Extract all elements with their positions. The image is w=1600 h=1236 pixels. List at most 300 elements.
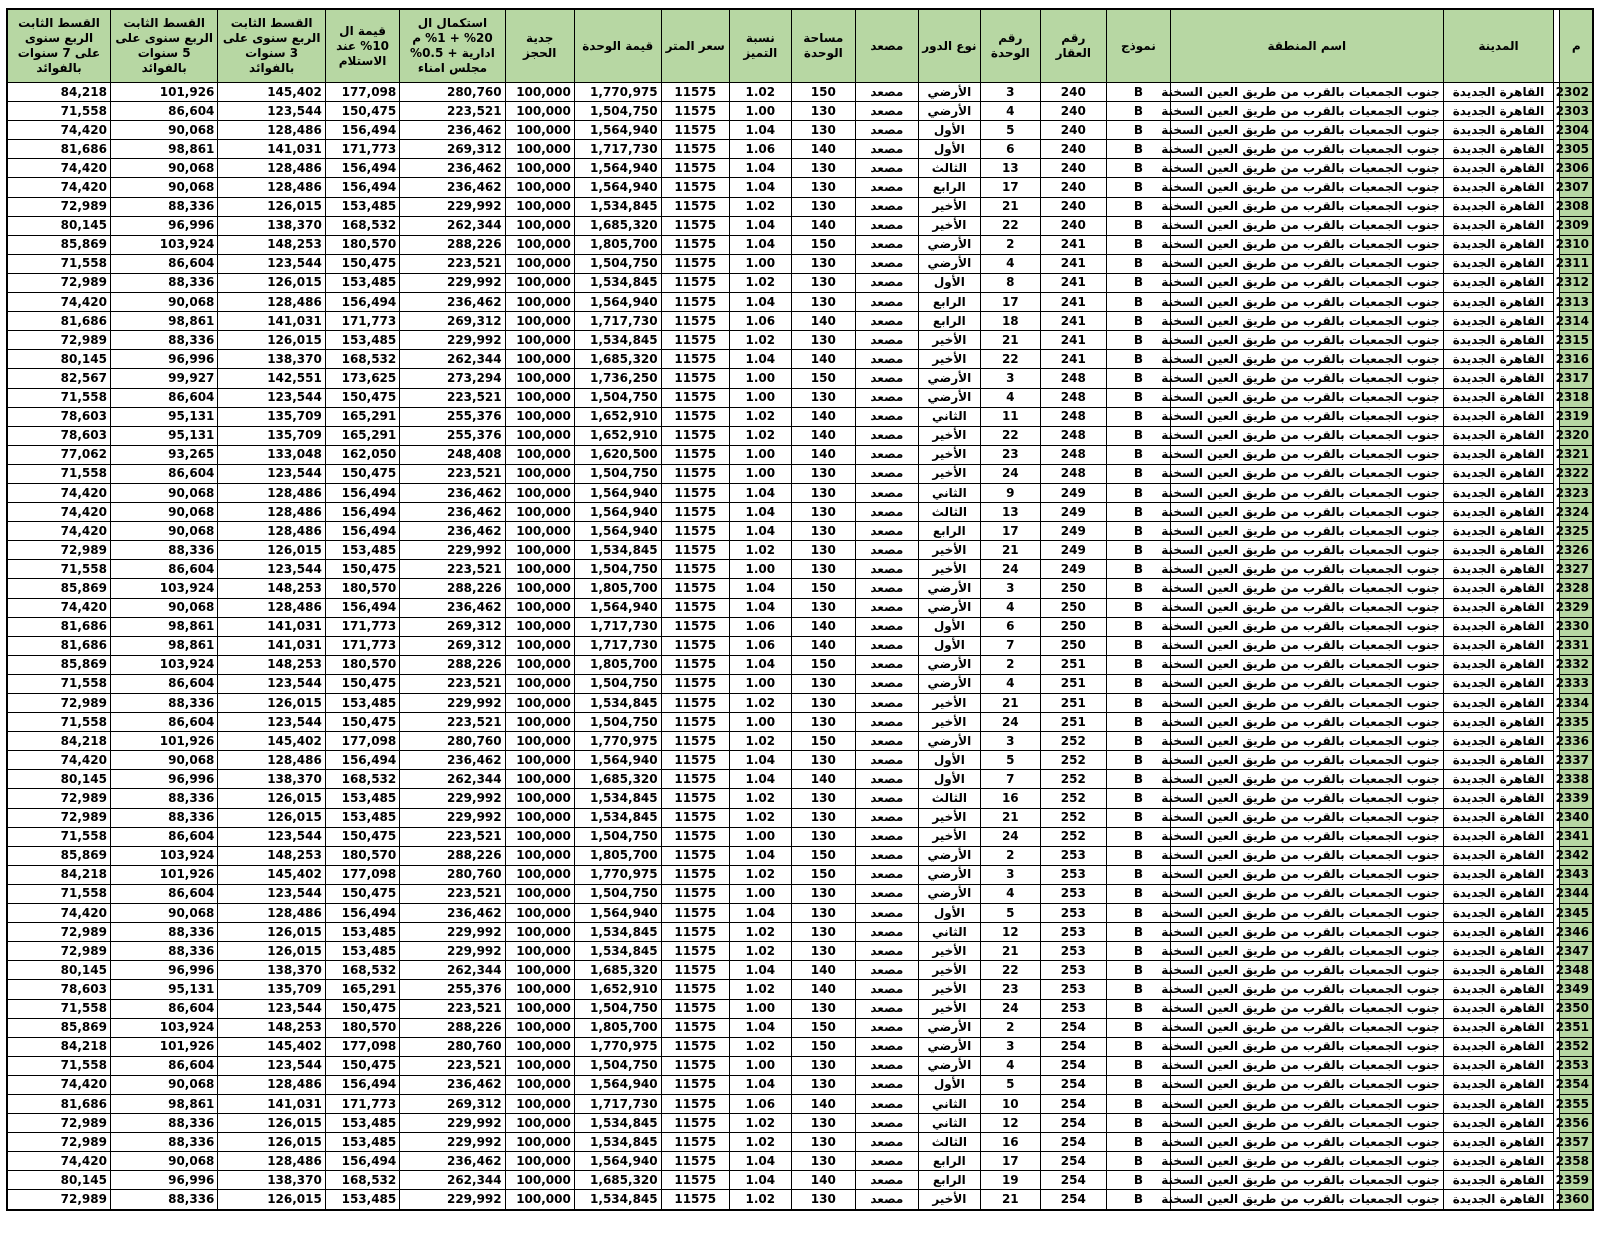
cell-region: جنوب الجمعيات بالقرب من طريق العين السخنة bbox=[1170, 483, 1443, 502]
cell-booking: 100,000 bbox=[505, 751, 574, 770]
cell-region: جنوب الجمعيات بالقرب من طريق العين السخنة bbox=[1170, 636, 1443, 655]
cell-model: B bbox=[1106, 598, 1170, 617]
cell-area: 140 bbox=[791, 312, 855, 331]
cell-plot: 240 bbox=[1040, 121, 1106, 140]
cell-city: القاهرة الجديدة bbox=[1443, 445, 1554, 464]
cell-unit: 19 bbox=[980, 1171, 1040, 1190]
cell-floor: الأول bbox=[918, 636, 980, 655]
cell-unit: 22 bbox=[980, 216, 1040, 235]
cell-region: جنوب الجمعيات بالقرب من طريق العين السخنة bbox=[1170, 1056, 1443, 1075]
cell-model: B bbox=[1106, 388, 1170, 407]
cell-elevator: مصعد bbox=[855, 273, 918, 292]
cell-handover: 177,098 bbox=[325, 83, 399, 102]
table-row bbox=[7, 942, 1593, 961]
cell-area: 140 bbox=[791, 617, 855, 636]
cell-floor: الأخير bbox=[918, 1190, 980, 1210]
cell-unit: 21 bbox=[980, 541, 1040, 560]
cell-elevator: مصعد bbox=[855, 1018, 918, 1037]
cell-model: B bbox=[1106, 216, 1170, 235]
col-header-installment-3y: القسط الثابت الربع سنوى على 3 سنوات بالفوائد bbox=[218, 9, 325, 83]
cell-serial: 2338 bbox=[1560, 770, 1593, 789]
cell-installment-3y: 123,544 bbox=[218, 713, 325, 732]
cell-installment-7y: 74,420 bbox=[7, 121, 110, 140]
cell-serial: 2319 bbox=[1560, 407, 1593, 426]
cell-elevator: مصعد bbox=[855, 694, 918, 713]
cell-installment-5y: 101,926 bbox=[110, 865, 217, 884]
cell-floor: الثاني bbox=[918, 407, 980, 426]
table-body bbox=[7, 83, 1593, 1210]
cell-price-m2: 11575 bbox=[661, 102, 729, 121]
cell-handover: 173,625 bbox=[325, 369, 399, 388]
cell-completion: 262,344 bbox=[400, 216, 505, 235]
cell-premium: 1.02 bbox=[729, 541, 791, 560]
table-row bbox=[7, 178, 1593, 197]
cell-unit-value: 1,504,750 bbox=[574, 388, 661, 407]
cell-model: B bbox=[1106, 560, 1170, 579]
cell-unit-value: 1,717,730 bbox=[574, 312, 661, 331]
cell-premium: 1.00 bbox=[729, 999, 791, 1018]
cell-unit: 21 bbox=[980, 808, 1040, 827]
cell-booking: 100,000 bbox=[505, 445, 574, 464]
cell-city: القاهرة الجديدة bbox=[1443, 331, 1554, 350]
cell-elevator: مصعد bbox=[855, 598, 918, 617]
cell-elevator: مصعد bbox=[855, 1114, 918, 1133]
cell-plot: 241 bbox=[1040, 350, 1106, 369]
cell-floor: الأرضي bbox=[918, 846, 980, 865]
cell-completion: 229,992 bbox=[400, 331, 505, 350]
cell-floor: الرابع bbox=[918, 178, 980, 197]
cell-installment-3y: 123,544 bbox=[218, 1056, 325, 1075]
cell-serial: 2328 bbox=[1560, 579, 1593, 598]
cell-area: 130 bbox=[791, 598, 855, 617]
cell-installment-5y: 88,336 bbox=[110, 789, 217, 808]
cell-unit: 10 bbox=[980, 1094, 1040, 1113]
cell-unit-value: 1,564,940 bbox=[574, 159, 661, 178]
cell-handover: 177,098 bbox=[325, 732, 399, 751]
cell-booking: 100,000 bbox=[505, 293, 574, 312]
cell-handover: 153,485 bbox=[325, 331, 399, 350]
cell-elevator: مصعد bbox=[855, 388, 918, 407]
cell-price-m2: 11575 bbox=[661, 197, 729, 216]
cell-city: القاهرة الجديدة bbox=[1443, 426, 1554, 445]
cell-installment-5y: 95,131 bbox=[110, 980, 217, 999]
cell-area: 150 bbox=[791, 579, 855, 598]
cell-region: جنوب الجمعيات بالقرب من طريق العين السخنة bbox=[1170, 426, 1443, 445]
cell-unit-value: 1,534,845 bbox=[574, 541, 661, 560]
cell-completion: 229,992 bbox=[400, 942, 505, 961]
cell-handover: 156,494 bbox=[325, 751, 399, 770]
col-header-installment-7y: القسط الثابت الربع سنوى على 7 سنوات بالفوائد bbox=[7, 9, 110, 83]
cell-handover: 150,475 bbox=[325, 884, 399, 903]
cell-premium: 1.02 bbox=[729, 789, 791, 808]
cell-elevator: مصعد bbox=[855, 445, 918, 464]
cell-region: جنوب الجمعيات بالقرب من طريق العين السخنة bbox=[1170, 884, 1443, 903]
cell-booking: 100,000 bbox=[505, 770, 574, 789]
cell-installment-7y: 74,420 bbox=[7, 598, 110, 617]
cell-handover: 153,485 bbox=[325, 694, 399, 713]
cell-premium: 1.02 bbox=[729, 694, 791, 713]
cell-unit-value: 1,564,940 bbox=[574, 503, 661, 522]
cell-model: B bbox=[1106, 312, 1170, 331]
cell-plot: 251 bbox=[1040, 674, 1106, 693]
cell-completion: 262,344 bbox=[400, 770, 505, 789]
cell-floor: الأول bbox=[918, 770, 980, 789]
cell-premium: 1.00 bbox=[729, 827, 791, 846]
cell-installment-5y: 98,861 bbox=[110, 312, 217, 331]
cell-completion: 236,462 bbox=[400, 483, 505, 502]
cell-installment-7y: 72,989 bbox=[7, 1190, 110, 1210]
cell-area: 130 bbox=[791, 1190, 855, 1210]
cell-floor: الثاني bbox=[918, 923, 980, 942]
cell-completion: 288,226 bbox=[400, 655, 505, 674]
cell-installment-3y: 141,031 bbox=[218, 140, 325, 159]
cell-unit-value: 1,564,940 bbox=[574, 121, 661, 140]
cell-premium: 1.06 bbox=[729, 140, 791, 159]
cell-handover: 180,570 bbox=[325, 235, 399, 254]
cell-completion: 229,992 bbox=[400, 808, 505, 827]
cell-booking: 100,000 bbox=[505, 999, 574, 1018]
cell-installment-5y: 90,068 bbox=[110, 1152, 217, 1171]
cell-city: القاهرة الجديدة bbox=[1443, 1094, 1554, 1113]
cell-premium: 1.04 bbox=[729, 598, 791, 617]
cell-unit-value: 1,534,845 bbox=[574, 923, 661, 942]
cell-installment-5y: 99,927 bbox=[110, 369, 217, 388]
cell-city: القاهرة الجديدة bbox=[1443, 83, 1554, 102]
cell-installment-3y: 135,709 bbox=[218, 407, 325, 426]
cell-handover: 153,485 bbox=[325, 923, 399, 942]
cell-elevator: مصعد bbox=[855, 579, 918, 598]
cell-installment-7y: 81,686 bbox=[7, 140, 110, 159]
cell-elevator: مصعد bbox=[855, 159, 918, 178]
cell-city: القاهرة الجديدة bbox=[1443, 598, 1554, 617]
table-row bbox=[7, 1152, 1593, 1171]
cell-plot: 240 bbox=[1040, 83, 1106, 102]
cell-unit-value: 1,564,940 bbox=[574, 178, 661, 197]
cell-installment-5y: 96,996 bbox=[110, 961, 217, 980]
cell-unit: 2 bbox=[980, 846, 1040, 865]
cell-floor: الأخير bbox=[918, 942, 980, 961]
cell-handover: 180,570 bbox=[325, 1018, 399, 1037]
cell-handover: 171,773 bbox=[325, 636, 399, 655]
table-row bbox=[7, 483, 1593, 502]
cell-installment-7y: 85,869 bbox=[7, 235, 110, 254]
cell-price-m2: 11575 bbox=[661, 1094, 729, 1113]
cell-completion: 273,294 bbox=[400, 369, 505, 388]
cell-area: 140 bbox=[791, 1171, 855, 1190]
cell-premium: 1.00 bbox=[729, 254, 791, 273]
cell-area: 130 bbox=[791, 713, 855, 732]
table-row bbox=[7, 751, 1593, 770]
table-row bbox=[7, 770, 1593, 789]
cell-plot: 241 bbox=[1040, 331, 1106, 350]
cell-region: جنوب الجمعيات بالقرب من طريق العين السخنة bbox=[1170, 1018, 1443, 1037]
cell-elevator: مصعد bbox=[855, 789, 918, 808]
table-row bbox=[7, 694, 1593, 713]
cell-installment-5y: 86,604 bbox=[110, 388, 217, 407]
cell-region: جنوب الجمعيات بالقرب من طريق العين السخنة bbox=[1170, 904, 1443, 923]
cell-floor: الأخير bbox=[918, 713, 980, 732]
cell-elevator: مصعد bbox=[855, 1133, 918, 1152]
cell-unit-value: 1,564,940 bbox=[574, 522, 661, 541]
cell-premium: 1.02 bbox=[729, 732, 791, 751]
cell-area: 130 bbox=[791, 159, 855, 178]
cell-completion: 255,376 bbox=[400, 980, 505, 999]
cell-elevator: مصعد bbox=[855, 904, 918, 923]
cell-plot: 250 bbox=[1040, 579, 1106, 598]
cell-handover: 171,773 bbox=[325, 617, 399, 636]
cell-elevator: مصعد bbox=[855, 999, 918, 1018]
cell-price-m2: 11575 bbox=[661, 789, 729, 808]
cell-handover: 150,475 bbox=[325, 674, 399, 693]
cell-city: القاهرة الجديدة bbox=[1443, 1037, 1554, 1056]
cell-installment-3y: 141,031 bbox=[218, 312, 325, 331]
cell-price-m2: 11575 bbox=[661, 140, 729, 159]
table-row bbox=[7, 1037, 1593, 1056]
units-price-table bbox=[6, 8, 1594, 1211]
cell-unit: 17 bbox=[980, 293, 1040, 312]
cell-serial: 2346 bbox=[1560, 923, 1593, 942]
cell-price-m2: 11575 bbox=[661, 216, 729, 235]
cell-model: B bbox=[1106, 674, 1170, 693]
cell-serial: 2327 bbox=[1560, 560, 1593, 579]
cell-floor: الأخير bbox=[918, 445, 980, 464]
cell-unit-value: 1,770,975 bbox=[574, 865, 661, 884]
cell-handover: 150,475 bbox=[325, 388, 399, 407]
cell-installment-3y: 128,486 bbox=[218, 1152, 325, 1171]
cell-serial: 2321 bbox=[1560, 445, 1593, 464]
cell-installment-7y: 74,420 bbox=[7, 1152, 110, 1171]
cell-unit: 4 bbox=[980, 598, 1040, 617]
cell-price-m2: 11575 bbox=[661, 1190, 729, 1210]
cell-installment-7y: 74,420 bbox=[7, 483, 110, 502]
col-header-installment-5y: القسط الثابت الربع سنوى على 5 سنوات بالفوائد bbox=[110, 9, 217, 83]
table-row bbox=[7, 789, 1593, 808]
cell-booking: 100,000 bbox=[505, 178, 574, 197]
cell-region: جنوب الجمعيات بالقرب من طريق العين السخنة bbox=[1170, 1190, 1443, 1210]
cell-plot: 248 bbox=[1040, 388, 1106, 407]
cell-unit-value: 1,534,845 bbox=[574, 1133, 661, 1152]
cell-completion: 229,992 bbox=[400, 1114, 505, 1133]
table-row bbox=[7, 426, 1593, 445]
cell-handover: 165,291 bbox=[325, 407, 399, 426]
cell-unit-value: 1,652,910 bbox=[574, 980, 661, 999]
cell-elevator: مصعد bbox=[855, 674, 918, 693]
cell-installment-5y: 101,926 bbox=[110, 1037, 217, 1056]
cell-floor: الأرضي bbox=[918, 1018, 980, 1037]
cell-model: B bbox=[1106, 961, 1170, 980]
cell-installment-7y: 85,869 bbox=[7, 579, 110, 598]
cell-unit: 3 bbox=[980, 1037, 1040, 1056]
cell-unit: 13 bbox=[980, 503, 1040, 522]
cell-unit: 21 bbox=[980, 694, 1040, 713]
cell-city: القاهرة الجديدة bbox=[1443, 999, 1554, 1018]
cell-installment-7y: 74,420 bbox=[7, 1075, 110, 1094]
cell-floor: الأرضي bbox=[918, 369, 980, 388]
cell-plot: 248 bbox=[1040, 445, 1106, 464]
col-header-unit-value: قيمة الوحدة bbox=[574, 9, 661, 83]
cell-handover: 162,050 bbox=[325, 445, 399, 464]
cell-floor: الأخير bbox=[918, 980, 980, 999]
cell-unit: 8 bbox=[980, 273, 1040, 292]
cell-floor: الأرضي bbox=[918, 579, 980, 598]
cell-floor: الثاني bbox=[918, 1094, 980, 1113]
cell-region: جنوب الجمعيات بالقرب من طريق العين السخنة bbox=[1170, 503, 1443, 522]
cell-unit-value: 1,717,730 bbox=[574, 617, 661, 636]
cell-serial: 2303 bbox=[1560, 102, 1593, 121]
cell-model: B bbox=[1106, 83, 1170, 102]
cell-premium: 1.06 bbox=[729, 617, 791, 636]
cell-installment-7y: 80,145 bbox=[7, 216, 110, 235]
cell-installment-5y: 98,861 bbox=[110, 1094, 217, 1113]
cell-plot: 241 bbox=[1040, 235, 1106, 254]
table-row bbox=[7, 904, 1593, 923]
cell-completion: 229,992 bbox=[400, 1190, 505, 1210]
cell-booking: 100,000 bbox=[505, 1018, 574, 1037]
cell-city: القاهرة الجديدة bbox=[1443, 617, 1554, 636]
cell-handover: 168,532 bbox=[325, 1171, 399, 1190]
cell-installment-7y: 74,420 bbox=[7, 522, 110, 541]
cell-area: 130 bbox=[791, 1152, 855, 1171]
cell-floor: الرابع bbox=[918, 522, 980, 541]
cell-plot: 253 bbox=[1040, 961, 1106, 980]
cell-handover: 168,532 bbox=[325, 350, 399, 369]
cell-area: 140 bbox=[791, 770, 855, 789]
cell-price-m2: 11575 bbox=[661, 770, 729, 789]
cell-installment-5y: 88,336 bbox=[110, 541, 217, 560]
table-row bbox=[7, 884, 1593, 903]
cell-handover: 156,494 bbox=[325, 483, 399, 502]
cell-model: B bbox=[1106, 178, 1170, 197]
cell-elevator: مصعد bbox=[855, 770, 918, 789]
cell-handover: 171,773 bbox=[325, 1094, 399, 1113]
cell-serial: 2332 bbox=[1560, 655, 1593, 674]
cell-region: جنوب الجمعيات بالقرب من طريق العين السخنة bbox=[1170, 216, 1443, 235]
cell-installment-3y: 138,370 bbox=[218, 216, 325, 235]
cell-premium: 1.04 bbox=[729, 961, 791, 980]
cell-plot: 253 bbox=[1040, 980, 1106, 999]
cell-serial: 2330 bbox=[1560, 617, 1593, 636]
cell-installment-3y: 128,486 bbox=[218, 751, 325, 770]
cell-area: 150 bbox=[791, 1018, 855, 1037]
cell-completion: 236,462 bbox=[400, 293, 505, 312]
cell-installment-3y: 145,402 bbox=[218, 1037, 325, 1056]
cell-floor: الأخير bbox=[918, 961, 980, 980]
cell-completion: 280,760 bbox=[400, 732, 505, 751]
cell-city: القاهرة الجديدة bbox=[1443, 789, 1554, 808]
cell-elevator: مصعد bbox=[855, 426, 918, 445]
cell-booking: 100,000 bbox=[505, 827, 574, 846]
cell-booking: 100,000 bbox=[505, 1133, 574, 1152]
cell-price-m2: 11575 bbox=[661, 1037, 729, 1056]
cell-installment-5y: 88,336 bbox=[110, 273, 217, 292]
cell-region: جنوب الجمعيات بالقرب من طريق العين السخنة bbox=[1170, 1094, 1443, 1113]
cell-installment-7y: 81,686 bbox=[7, 1094, 110, 1113]
col-header-booking: جدية الحجز bbox=[505, 9, 574, 83]
cell-installment-5y: 93,265 bbox=[110, 445, 217, 464]
cell-unit: 17 bbox=[980, 178, 1040, 197]
cell-unit-value: 1,504,750 bbox=[574, 464, 661, 483]
col-header-price-m2: سعر المتر bbox=[661, 9, 729, 83]
cell-serial: 2311 bbox=[1560, 254, 1593, 273]
cell-installment-5y: 101,926 bbox=[110, 83, 217, 102]
cell-installment-7y: 71,558 bbox=[7, 102, 110, 121]
cell-model: B bbox=[1106, 923, 1170, 942]
cell-installment-3y: 128,486 bbox=[218, 483, 325, 502]
cell-premium: 1.00 bbox=[729, 560, 791, 579]
cell-completion: 236,462 bbox=[400, 522, 505, 541]
cell-installment-5y: 103,924 bbox=[110, 235, 217, 254]
cell-region: جنوب الجمعيات بالقرب من طريق العين السخنة bbox=[1170, 121, 1443, 140]
cell-installment-7y: 71,558 bbox=[7, 464, 110, 483]
cell-model: B bbox=[1106, 713, 1170, 732]
cell-unit: 16 bbox=[980, 1133, 1040, 1152]
table-row bbox=[7, 579, 1593, 598]
cell-plot: 253 bbox=[1040, 884, 1106, 903]
cell-region: جنوب الجمعيات بالقرب من طريق العين السخنة bbox=[1170, 1133, 1443, 1152]
cell-premium: 1.04 bbox=[729, 483, 791, 502]
cell-region: جنوب الجمعيات بالقرب من طريق العين السخنة bbox=[1170, 598, 1443, 617]
cell-booking: 100,000 bbox=[505, 1056, 574, 1075]
cell-premium: 1.00 bbox=[729, 674, 791, 693]
cell-booking: 100,000 bbox=[505, 1114, 574, 1133]
cell-premium: 1.02 bbox=[729, 942, 791, 961]
cell-unit: 4 bbox=[980, 674, 1040, 693]
cell-premium: 1.00 bbox=[729, 102, 791, 121]
cell-installment-3y: 128,486 bbox=[218, 522, 325, 541]
cell-installment-3y: 141,031 bbox=[218, 636, 325, 655]
cell-handover: 150,475 bbox=[325, 999, 399, 1018]
cell-unit: 24 bbox=[980, 827, 1040, 846]
cell-unit-value: 1,504,750 bbox=[574, 999, 661, 1018]
cell-premium: 1.02 bbox=[729, 83, 791, 102]
cell-elevator: مصعد bbox=[855, 293, 918, 312]
cell-city: القاهرة الجديدة bbox=[1443, 1152, 1554, 1171]
cell-area: 130 bbox=[791, 999, 855, 1018]
table-row bbox=[7, 121, 1593, 140]
cell-price-m2: 11575 bbox=[661, 464, 729, 483]
cell-city: القاهرة الجديدة bbox=[1443, 713, 1554, 732]
cell-booking: 100,000 bbox=[505, 522, 574, 541]
cell-region: جنوب الجمعيات بالقرب من طريق العين السخنة bbox=[1170, 999, 1443, 1018]
cell-installment-7y: 74,420 bbox=[7, 904, 110, 923]
cell-installment-5y: 96,996 bbox=[110, 1171, 217, 1190]
cell-floor: الأخير bbox=[918, 331, 980, 350]
cell-unit-value: 1,685,320 bbox=[574, 961, 661, 980]
cell-unit-value: 1,770,975 bbox=[574, 83, 661, 102]
cell-installment-5y: 88,336 bbox=[110, 942, 217, 961]
cell-installment-3y: 145,402 bbox=[218, 83, 325, 102]
cell-floor: الأرضي bbox=[918, 1037, 980, 1056]
cell-serial: 2342 bbox=[1560, 846, 1593, 865]
cell-model: B bbox=[1106, 1056, 1170, 1075]
cell-installment-7y: 71,558 bbox=[7, 254, 110, 273]
cell-handover: 156,494 bbox=[325, 904, 399, 923]
cell-completion: 229,992 bbox=[400, 273, 505, 292]
cell-installment-3y: 138,370 bbox=[218, 961, 325, 980]
table-row bbox=[7, 636, 1593, 655]
cell-city: القاهرة الجديدة bbox=[1443, 636, 1554, 655]
cell-area: 140 bbox=[791, 445, 855, 464]
cell-floor: الأخير bbox=[918, 827, 980, 846]
cell-installment-7y: 81,686 bbox=[7, 617, 110, 636]
cell-plot: 251 bbox=[1040, 694, 1106, 713]
cell-unit-value: 1,534,845 bbox=[574, 789, 661, 808]
cell-handover: 180,570 bbox=[325, 655, 399, 674]
cell-plot: 253 bbox=[1040, 999, 1106, 1018]
cell-installment-3y: 123,544 bbox=[218, 102, 325, 121]
cell-elevator: مصعد bbox=[855, 464, 918, 483]
cell-area: 130 bbox=[791, 178, 855, 197]
